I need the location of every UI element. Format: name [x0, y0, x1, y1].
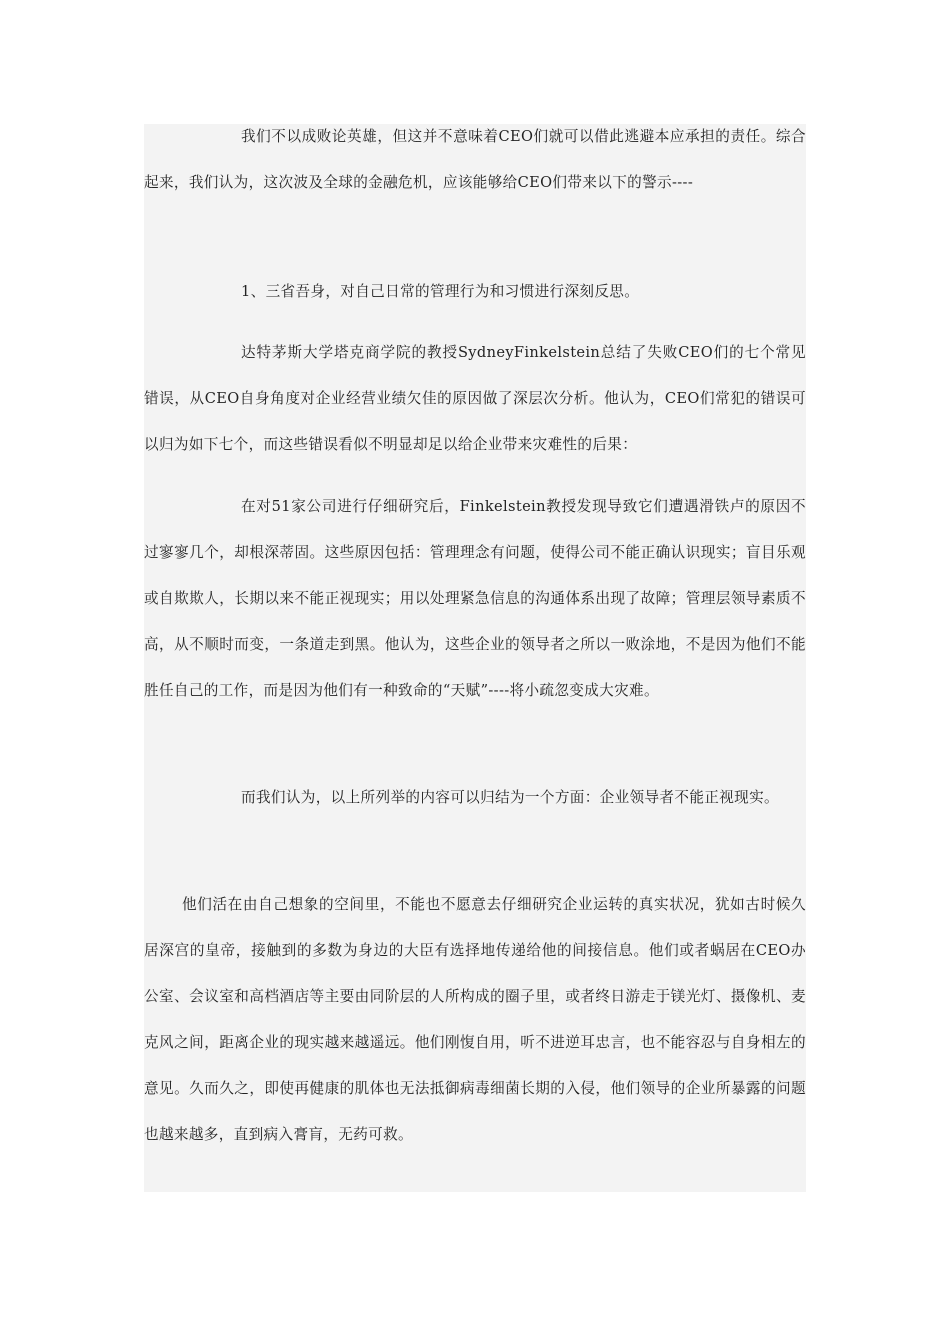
paragraph-finkelstein-summary: 达特茅斯大学塔克商学院的教授SydneyFinkelstein总结了失败CEO们的七个常见错误，从CEO自身角度对企业经营业绩欠佳的原因做了深层次分析。他认为，CEO们常犯的错误可以归为如下七个，而这些错误看似不明显却足以给企业带来灾难性的后果：	[144, 344, 806, 453]
paragraph-detail: 他们活在由自己想象的空间里，不能也不愿意去仔细研究企业运转的真实状况，犹如古时候久居深宫的皇帝，接触到的多数为身边的大臣有选择地传递给他的间接信息。他们或者蜗居在CEO办公室、会议室和高档酒店等主要由同阶层的人所构成的圈子里，或者终日游走于镁光灯、摄像机、麦克风之间，距离企业的现实越来越遥远。他们刚愎自用，听不进逆耳忠言，也不能容忍与自身相左的意见。久而久之，即使再健康的肌体也无法抵御病毒细菌长期的入侵，他们领导的企业所暴露的问题也越来越多，直到病入膏肓，无药可救。	[144, 896, 806, 1143]
paragraph-point-1-heading: 1、三省吾身，对自己日常的管理行为和习惯进行深刻反思。	[241, 283, 640, 300]
article-body	[144, 124, 806, 1192]
paragraph-intro: 我们不以成败论英雄，但这并不意味着CEO们就可以借此逃避本应承担的责任。综合起来，我们认为，这次波及全球的金融危机，应该能够给CEO们带来以下的警示----	[144, 128, 806, 191]
paragraph-conclusion: 而我们认为，以上所列举的内容可以归结为一个方面：企业领导者不能正视现实。	[241, 789, 779, 806]
paragraph-research-findings: 在对51家公司进行仔细研究后，Finkelstein教授发现导致它们遭遇滑铁卢的原因不过寥寥几个，却根深蒂固。这些原因包括：管理理念有问题，使得公司不能正确认识现实；盲目乐观或自欺欺人，长期以来不能正视现实；用以处理紧急信息的沟通体系出现了故障；管理层领导素质不高，从不顺时而变，一条道走到黑。他认为，这些企业的领导者之所以一败涂地，不是因为他们不能胜任自己的工作，而是因为他们有一种致命的“天赋”----将小疏忽变成大灾难。	[144, 498, 806, 699]
